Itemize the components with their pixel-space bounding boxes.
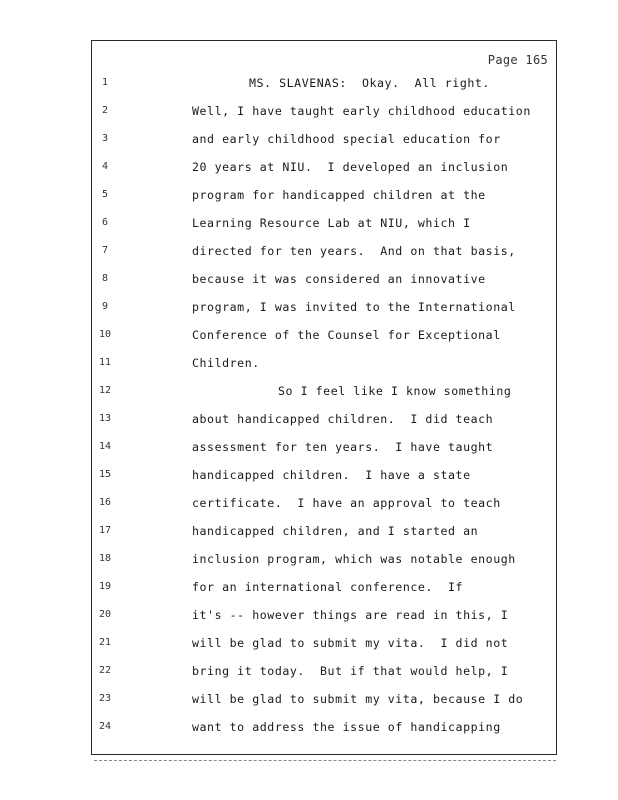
transcript-line: want to address the issue of handicapping xyxy=(192,720,501,734)
transcript-line: certificate. I have an approval to teach xyxy=(192,496,501,510)
line-number: 5 xyxy=(101,189,109,200)
page-number: Page 165 xyxy=(487,53,548,67)
transcript-line: will be glad to submit my vita. I did not xyxy=(192,636,509,650)
line-number: 17 xyxy=(98,525,112,536)
line-number: 3 xyxy=(101,133,109,144)
transcript-line: program for handicapped children at the xyxy=(192,188,486,202)
transcript-line: program, I was invited to the International xyxy=(192,300,516,314)
line-number: 8 xyxy=(101,273,109,284)
transcript-line: So I feel like I know something xyxy=(278,384,512,398)
transcript-line: and early childhood special education for xyxy=(192,132,501,146)
line-number: 9 xyxy=(101,301,109,312)
line-number: 10 xyxy=(98,329,112,340)
transcript-line: directed for ten years. And on that basis, xyxy=(192,244,516,258)
line-number: 14 xyxy=(98,441,112,452)
transcript-line: because it was considered an innovative xyxy=(192,272,486,286)
transcript-line: Children. xyxy=(192,356,260,370)
line-number: 2 xyxy=(101,105,109,116)
line-number: 1 xyxy=(101,77,109,88)
scan-footer-noise xyxy=(94,760,556,767)
transcript-line: MS. SLAVENAS: Okay. All right. xyxy=(249,76,490,90)
line-number: 22 xyxy=(98,665,112,676)
transcript-line: Learning Resource Lab at NIU, which I xyxy=(192,216,471,230)
line-number: 24 xyxy=(98,721,112,732)
transcript-line: handicapped children. I have a state xyxy=(192,468,471,482)
line-number: 23 xyxy=(98,693,112,704)
transcript-line: Well, I have taught early childhood education xyxy=(192,104,531,118)
line-number: 6 xyxy=(101,217,109,228)
transcript-line: will be glad to submit my vita, because I do xyxy=(192,692,524,706)
line-number: 19 xyxy=(98,581,112,592)
transcript-line: Conference of the Counsel for Exceptional xyxy=(192,328,501,342)
transcript-line: about handicapped children. I did teach xyxy=(192,412,494,426)
line-number: 18 xyxy=(98,553,112,564)
transcript-line: 20 years at NIU. I developed an inclusion xyxy=(192,160,509,174)
line-number: 12 xyxy=(98,385,112,396)
line-number: 4 xyxy=(101,161,109,172)
transcript-line: it's -- however things are read in this, I xyxy=(192,608,509,622)
line-number: 21 xyxy=(98,637,112,648)
transcript-line: assessment for ten years. I have taught xyxy=(192,440,494,454)
transcript-line: for an international conference. If xyxy=(192,580,464,594)
line-number: 11 xyxy=(98,357,112,368)
transcript-page xyxy=(91,40,557,755)
transcript-line: handicapped children, and I started an xyxy=(192,524,479,538)
transcript-line: bring it today. But if that would help, I xyxy=(192,664,509,678)
line-number: 20 xyxy=(98,609,112,620)
line-number: 16 xyxy=(98,497,112,508)
transcript-line: inclusion program, which was notable enough xyxy=(192,552,516,566)
line-number: 7 xyxy=(101,245,109,256)
line-number: 13 xyxy=(98,413,112,424)
line-number: 15 xyxy=(98,469,112,480)
